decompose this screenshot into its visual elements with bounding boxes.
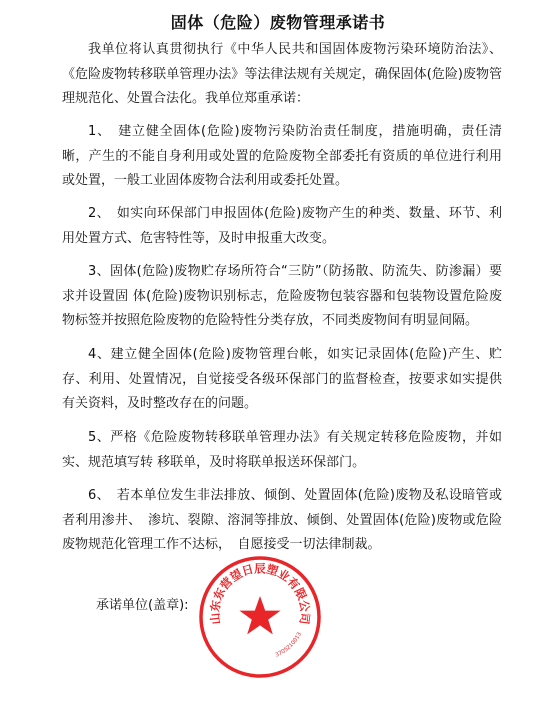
seal-text: 山东东营望日辰塑业有限公司: [207, 561, 313, 626]
commitment-item-2: 2、 如实向环保部门申报固体(危险)废物产生的种类、数量、环节、利用处置方式、危害特性等，及时申报重大改变。: [62, 206, 502, 246]
commitment-item-1: 1、 建立健全固体(危险)废物污染防治责任制度，措施明确，责任清晰，产生的不能自身利用或处置的危险废物全部委托有资质的单位进行利用或处置，一般工业固体废物合法利用或委托处置。: [62, 124, 502, 188]
commitment-item-4: 4、建立健全固体(危险)废物管理台帐，如实记录固体(危险)产生、贮存、利用、处置情况，自觉接受各级环保部门的监督检查，按要求如实提供有关资料，及时整改存在的问题。: [62, 347, 502, 411]
commitment-item-3: 3、固体(危险)废物贮存场所符合“三防”（防扬散、防流失、防渗漏）要求并设置固 体(危险)废物识别标志，危险废物包装容器和包装物设置危险废物标签并按照危险废物的危险特性分类存放，不同类废物间有明显间隔。: [62, 264, 502, 328]
signature-label: 承诺单位(盖章):: [96, 598, 189, 613]
commitment-item-6: 6、 若本单位发生非法排放、倾倒、处置固体(危险)废物及私设暗管或者利用渗井、 渗坑、裂隙、溶洞等排放、倾倒、处置固体(危险)废物或危险废物规范化管理工作不达标， 自愿接受一切法律制裁。: [62, 488, 502, 552]
commitment-item-5: 5、严格《危险废物转移联单管理办法》有关规定转移危险废物，并如实、规范填写转 移联单，及时将联单报送环保部门。: [62, 430, 502, 470]
company-seal: [197, 554, 323, 680]
seal-star-icon: [239, 596, 280, 634]
document-title: 固体（危险）废物管理承诺书: [170, 13, 386, 32]
intro-paragraph: 我单位将认真贯彻执行《中华人民共和国固体废物污染环境防治法》、《危险废物转移联单管理办法》等法律法规有关规定，确保固体(危险)废物管理规范化、处置合法化。我单位郑重承诺：: [62, 42, 502, 106]
seal-number: 3705210013: [274, 631, 304, 659]
